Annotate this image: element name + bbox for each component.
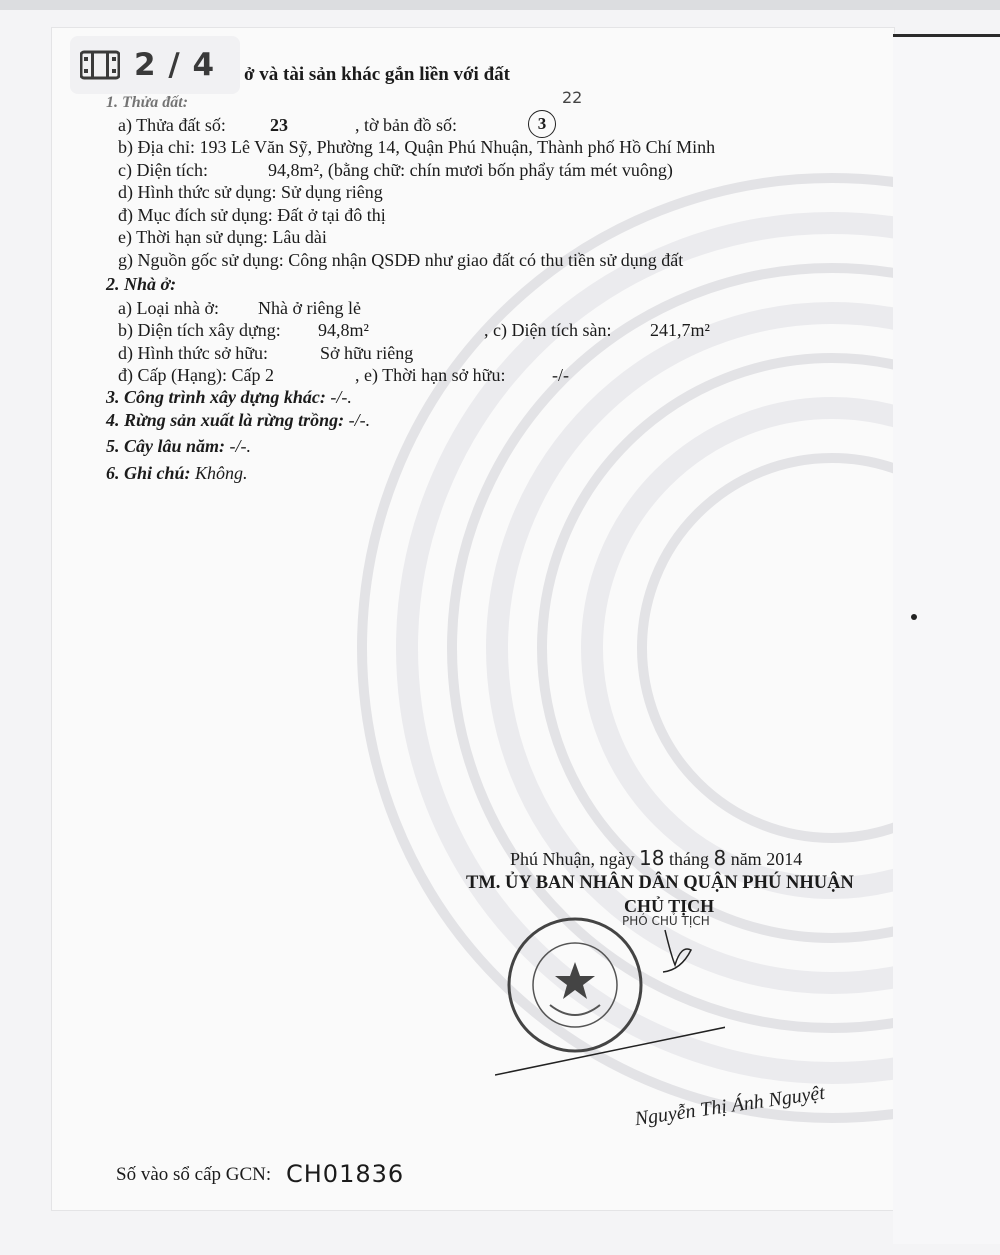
map-number: 3 [528,110,556,138]
s2-e-label: , e) Thời hạn sở hữu: [355,365,506,385]
s2-c-label: , c) Diện tích sàn: [484,320,612,340]
s2-a-label: a) Loại nhà ở: [118,298,219,318]
vice-chairman-stamp: PHÓ CHỦ TỊCH [622,914,710,928]
date-line [510,847,802,870]
s2-e-value: -/- [552,365,569,385]
s2-d-label: d) Hình thức sở hữu: [118,343,269,363]
section3-title: 3. Công trình xây dựng khác: [106,387,326,407]
s1-b: b) Địa chỉ: 193 Lê Văn Sỹ, Phường 14, Quận Phú Nhuận, Thành phố Hồ Chí Minh [118,137,716,157]
section4 [106,409,370,431]
handwritten-note: 22 [562,88,583,107]
s1-a-map: , tờ bản đồ số: [355,115,458,135]
s2-c-value: 241,7m² [650,320,710,340]
section4-title: 4. Rừng sản xuất là rừng trồng: [106,410,345,430]
s1-c-label: c) Diện tích: [118,160,208,180]
date-day: 18 [639,846,665,870]
section1-title: 1. Thửa đất: [106,94,189,111]
s2-b-value: 94,8m² [318,320,369,340]
date-year: 2014 [766,849,803,869]
film-strip-icon [80,49,120,81]
section6-value: Không. [190,463,248,483]
section4-value: -/-. [344,410,371,430]
s2-a-value: Nhà ở riêng lẻ [258,298,361,318]
official-seal [495,910,725,1090]
signer-signature: Nguyễn Thị Ánh Nguyệt [633,1081,827,1131]
date-month: 8 [713,846,727,870]
s2-b-label: b) Diện tích xây dựng: [118,320,281,340]
authority: TM. ỦY BAN NHÂN DÂN QUẬN PHÚ NHUẬN [466,873,854,893]
doc-header: ở và tài sản khác gắn liền với đất [244,64,510,85]
section3 [106,386,352,408]
page-indicator-badge[interactable] [70,36,240,94]
chairman-title: CHỦ TỊCH [624,896,715,916]
section5-value: -/-. [225,436,252,456]
s1-e: e) Thời hạn sử dụng: Lâu dài [118,227,327,247]
s1-a-label: a) Thửa đất số: [118,115,226,135]
s2-dd-label: đ) Cấp (Hạng): Cấp 2 [118,365,274,385]
section5-title: 5. Cây lâu năm: [106,436,226,456]
section5 [106,435,251,457]
gcn-number: CH01836 [286,1160,405,1188]
page-indicator: 2 / 4 [134,47,216,83]
gcn-label: Số vào sổ cấp GCN: [116,1164,272,1185]
section3-value: -/-. [325,387,352,407]
section2-title: 2. Nhà ở: [106,274,177,294]
s1-d: d) Hình thức sử dụng: Sử dụng riêng [118,182,383,202]
s1-a-value: 23 [270,115,288,135]
section6 [106,462,248,484]
s2-d-value: Sở hữu riêng [320,343,414,363]
section6-title: 6. Ghi chú: [106,463,191,483]
s1-dd: đ) Mục đích sử dụng: Đất ở tại đô thị [118,205,386,225]
date-prefix: Phú Nhuận, ngày [510,849,635,869]
s1-c-value: 94,8m², (bằng chữ: chín mươi bốn phẩy tám mét vuông) [268,160,673,180]
date-month-label: tháng [668,849,709,869]
date-year-label: năm [730,849,762,869]
s1-g: g) Nguồn gốc sử dụng: Công nhận QSDĐ như giao đất có thu tiền sử dụng đất [118,250,684,270]
